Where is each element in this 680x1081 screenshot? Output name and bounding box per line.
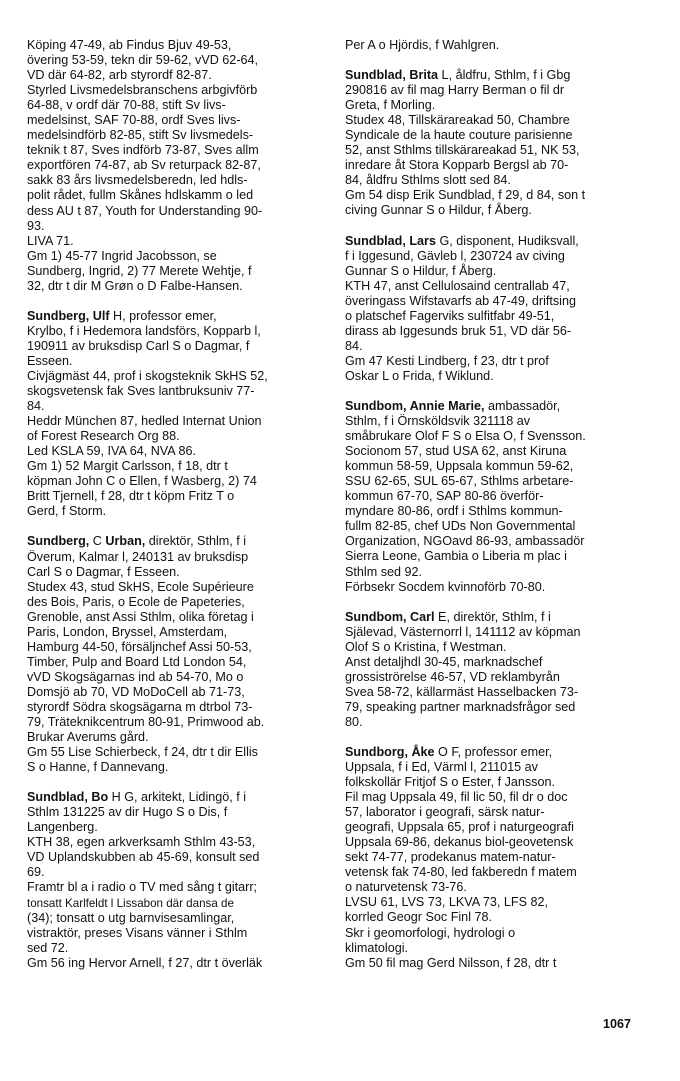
entry-line <box>27 234 319 249</box>
entry-line <box>27 565 319 580</box>
entry-line <box>345 820 645 835</box>
entry-line <box>27 610 319 625</box>
entry-line <box>345 444 645 459</box>
entry-text: civing Gunnar S o Hildur, f Åberg. <box>345 203 532 218</box>
entry-text: 57, laborator i geografi, särsk natur- <box>345 805 545 820</box>
entry-line <box>345 354 645 369</box>
entry-line <box>345 324 645 339</box>
entry-text: Gm 1) 52 Margit Carlsson, f 18, dtr t <box>27 459 228 474</box>
entry-text: Anst detaljhdl 30-45, marknadschef <box>345 654 543 669</box>
entry-line <box>345 459 645 474</box>
entry-text: O F, professor emer, <box>434 744 553 759</box>
entry-text: Hamburg 44-50, försäljnchef Assi 50-53, <box>27 639 252 654</box>
entry-text: VD Uplandskubben ab 45-69, konsult sed <box>27 850 260 865</box>
entry-text: geografi, Uppsala 65, prof i naturgeografi <box>345 820 574 835</box>
entry-text: Uppsala 69-86, dekanus biol-geovetensk <box>345 835 574 850</box>
entry-text: myndare 80-86, ordf i Sthlms kommun- <box>345 504 563 519</box>
entry-line <box>27 324 319 339</box>
entry-text: klimatologi. <box>345 940 408 955</box>
entry-text: dirass ab Iggesunds bruk 51, VD där 56- <box>345 323 572 338</box>
entry-text: 84, åldfru Sthlms slott sed 84. <box>345 173 511 188</box>
entry-line <box>345 264 645 279</box>
entry-text: Socionom 57, stud USA 62, anst Kiruna <box>345 444 567 459</box>
entry-line <box>345 850 645 865</box>
entry-line <box>27 655 319 670</box>
entry-line <box>27 384 319 399</box>
entry-text: 80. <box>345 714 363 729</box>
entry-text: Olof S o Kristina, f Westman. <box>345 639 507 654</box>
entry-text: 79, speaking partner marknadsfrågor sed <box>345 699 576 714</box>
entry-line <box>345 565 645 580</box>
entry-text: Gunnar S o Hildur, f Åberg. <box>345 263 497 278</box>
entry-text: medelsinst, SAF 70-88, ordf Sves livs- <box>27 113 241 128</box>
entry-line <box>345 519 645 534</box>
entry-line <box>345 489 645 504</box>
entry-line <box>27 68 319 83</box>
entry-text: Framtr bl a i radio o TV med sång t gitarr; <box>27 880 258 895</box>
entry-text: teknik t 87, Sves indförb 73-87, Sves allm <box>27 143 259 158</box>
entry-text: Timber, Pulp and Board Ltd London 54, <box>27 654 247 669</box>
entry-line <box>27 730 319 745</box>
entry-line <box>27 249 319 264</box>
entry-text: f i Iggesund, Gävleb l, 230724 av civing <box>345 248 565 263</box>
biography-entry <box>27 38 319 294</box>
entry-line <box>27 956 319 971</box>
entry-line <box>27 790 319 805</box>
entry-text: 84. <box>27 399 45 414</box>
entry-text: of Forest Research Org 88. <box>27 429 180 444</box>
entry-line <box>27 339 319 354</box>
entry-line <box>345 504 645 519</box>
entry-text: 64-88, v ordf där 70-88, stift Sv livs- <box>27 98 226 113</box>
entry-text: skogsvetensk fak Sves lantbruksuniv 77- <box>27 384 255 399</box>
entry-line <box>27 143 319 158</box>
entry-text: direktör, Sthlm, f i <box>145 534 247 549</box>
entry-headword: Sundblad, Brita <box>345 68 439 83</box>
entry-line <box>345 173 645 188</box>
entry-text: ambassadör, <box>484 398 561 413</box>
entry-line <box>345 309 645 324</box>
entry-text: polit rådet, fullm Skånes hdlskamm o led <box>27 188 254 203</box>
entry-line <box>27 399 319 414</box>
entry-line <box>27 83 319 98</box>
entry-text: Heddr München 87, hedled Internat Union <box>27 414 262 429</box>
entry-line <box>27 850 319 865</box>
entry-text: 69. <box>27 865 45 880</box>
entry-line <box>345 158 645 173</box>
entry-line <box>27 474 319 489</box>
entry-text: småbrukare Olof F S o Elsa O, f Svensson. <box>345 429 586 444</box>
entry-text: inredare åt Stora Kopparb Bergsl ab 70- <box>345 158 569 173</box>
entry-text: Civjägmäst 44, prof i skogsteknik SkHS 52, <box>27 368 268 383</box>
entry-headword: Sundblad, Lars <box>345 233 436 248</box>
entry-text: Krylbo, f i Hedemora landsförs, Kopparb l, <box>27 323 261 338</box>
entry-line <box>27 309 319 324</box>
entry-line <box>27 504 319 519</box>
entry-line <box>345 203 645 218</box>
entry-text: 84. <box>345 338 363 353</box>
entry-line <box>27 670 319 685</box>
entry-line <box>27 805 319 820</box>
entry-line <box>345 339 645 354</box>
entry-text: Gm 56 ing Hervor Arnell, f 27, dtr t överläk <box>27 955 263 970</box>
entry-headword: Sundbom, Annie Marie, <box>345 398 485 413</box>
entry-line <box>345 670 645 685</box>
entry-text: o platschef Fagerviks sulfitfabr 49-51, <box>345 308 555 323</box>
entry-line <box>27 745 319 760</box>
entry-line <box>27 128 319 143</box>
entry-text: Domsjö ab 70, VD MoDoCell ab 71-73, <box>27 684 245 699</box>
entry-line <box>345 188 645 203</box>
entry-text: Britt Tjernell, f 28, dtr t köpm Fritz T o <box>27 489 235 504</box>
entry-line <box>345 68 645 83</box>
entry-text: H G, arkitekt, Lidingö, f i <box>108 790 247 805</box>
entry-text: dess AU t 87, Youth for Understanding 90- <box>27 203 263 218</box>
entry-line <box>345 610 645 625</box>
entry-headword: Sundbom, Carl <box>345 609 435 624</box>
entry-text: medelsindförb 82-85, stift Sv livsmedels- <box>27 128 254 143</box>
biography-entry <box>345 399 645 595</box>
entry-text: KTH 38, egen arkverksamh Sthlm 43-53, <box>27 835 256 850</box>
entry-line <box>27 459 319 474</box>
entry-line <box>345 249 645 264</box>
entry-line <box>345 38 645 53</box>
page-number: 1067 <box>603 1017 632 1031</box>
entry-text: vVD Skogsägarnas ind ab 54-70, Mo o <box>27 669 244 684</box>
entry-text: L, åldfru, Sthlm, f i Gbg <box>438 68 571 83</box>
entry-line <box>27 595 319 610</box>
entry-text: Grenoble, anst Assi Sthlm, olika företag i <box>27 609 254 624</box>
entry-line <box>345 143 645 158</box>
entry-line <box>345 745 645 760</box>
entry-text: Uppsala, f i Ed, Värml l, 211015 av <box>345 760 538 775</box>
entry-text: Skr i geomorfologi, hydrologi o <box>345 925 516 940</box>
right-column <box>345 38 645 986</box>
entry-line <box>345 369 645 384</box>
entry-text: exportfören 74-87, ab Sv returpack 82-87, <box>27 158 261 173</box>
entry-line <box>345 865 645 880</box>
entry-text: (34); tonsatt o utg barnvisesamlingar, <box>27 910 235 925</box>
entry-line <box>27 414 319 429</box>
entry-text: Sundberg, Ingrid, 2) 77 Merete Wehtje, f <box>27 263 252 278</box>
entry-text: korrled Geogr Soc Finl 78. <box>345 910 492 925</box>
entry-text: Organization, NGOavd 86-93, ambassadör <box>345 534 585 549</box>
entry-line <box>27 700 319 715</box>
entry-line <box>345 926 645 941</box>
entry-headword: Sundberg, Ulf <box>27 308 110 323</box>
entry-text: Sierra Leone, Gambia o Liberia m plac i <box>345 549 567 564</box>
entry-line <box>27 369 319 384</box>
entry-line <box>27 926 319 941</box>
entry-text: 290816 av fil mag Harry Berman o fil dr <box>345 83 565 98</box>
entry-line <box>345 835 645 850</box>
entry-line <box>345 234 645 249</box>
entry-text: kommun 67-70, SAP 80-86 överför- <box>345 489 544 504</box>
entry-line <box>27 820 319 835</box>
entry-line <box>27 640 319 655</box>
entry-text: Sthlm sed 92. <box>345 564 423 579</box>
entry-text: E, direktör, Sthlm, f i <box>434 609 551 624</box>
entry-line <box>27 550 319 565</box>
entry-text: Greta, f Morling. <box>345 98 436 113</box>
biography-entry <box>345 38 645 53</box>
entry-line <box>27 158 319 173</box>
biography-entry <box>27 790 319 971</box>
entry-line <box>27 188 319 203</box>
entry-line <box>345 113 645 128</box>
entry-text: LVSU 61, LVS 73, LKVA 73, LFS 82, <box>345 895 549 910</box>
entry-text: Langenberg. <box>27 820 98 835</box>
entry-text: grossiströrelse 46-57, VD reklambyrån <box>345 669 560 684</box>
entry-text: H, professor emer, <box>109 308 217 323</box>
entry-headword: Urban, <box>105 534 146 549</box>
entry-line <box>27 625 319 640</box>
entry-line <box>345 429 645 444</box>
entry-line <box>27 580 319 595</box>
entry-line <box>27 264 319 279</box>
entry-line <box>345 790 645 805</box>
entry-line <box>345 655 645 670</box>
entry-line <box>27 896 319 911</box>
entry-line <box>27 760 319 775</box>
entry-line <box>345 625 645 640</box>
entry-line <box>345 700 645 715</box>
entry-text: S o Hanne, f Dannevang. <box>27 760 169 775</box>
entry-text: Studex 43, stud SkHS, Ecole Supérieure <box>27 579 254 594</box>
entry-line <box>27 279 319 294</box>
entry-text: övering 53-59, tekn dir 59-62, vVD 62-64, <box>27 53 259 68</box>
entry-text: 190911 av bruksdisp Carl S o Dagmar, f <box>27 338 250 353</box>
entry-text: C <box>89 534 106 549</box>
entry-text: kommun 58-59, Uppsala kommun 59-62, <box>345 459 574 474</box>
entry-line <box>27 173 319 188</box>
entry-text: Själevad, Västernorrl l, 141112 av köpman <box>345 624 581 639</box>
entry-line <box>345 910 645 925</box>
entry-text: 52, anst Sthlms tillskärareakad 51, NK 53, <box>345 143 580 158</box>
entry-text: Sthlm, f i Örnsköldsvik 321118 av <box>345 414 531 429</box>
entry-line <box>27 113 319 128</box>
entry-line <box>27 98 319 113</box>
entry-text: o naturvetensk 73-76. <box>345 880 467 895</box>
entry-line <box>345 474 645 489</box>
entry-text: Led KSLA 59, IVA 64, NVA 86. <box>27 444 196 459</box>
entry-line <box>27 685 319 700</box>
entry-text: Gm 50 fil mag Gerd Nilsson, f 28, dtr t <box>345 955 557 970</box>
entry-text: SSU 62-65, SUL 65-67, Sthlms arbetare- <box>345 474 574 489</box>
entry-line <box>345 805 645 820</box>
entry-text: folkskollär Fritjof S o Ester, f Jansson. <box>345 775 555 790</box>
entry-text: sakk 83 års livsmedelsberedn, led hdls- <box>27 173 248 188</box>
entry-line <box>27 219 319 234</box>
entry-line <box>345 956 645 971</box>
entry-line <box>345 414 645 429</box>
entry-text: Gerd, f Storm. <box>27 504 107 519</box>
entry-text: Fil mag Uppsala 49, fil lic 50, fil dr o doc <box>345 790 568 805</box>
entry-line <box>345 534 645 549</box>
entry-line <box>27 38 319 53</box>
entry-text: Gm 1) 45-77 Ingrid Jacobsson, se <box>27 248 217 263</box>
entry-line <box>345 715 645 730</box>
entry-text: Brukar Averums gård. <box>27 730 149 745</box>
entry-text: LIVA 71. <box>27 233 74 248</box>
entry-text: Sthlm 131225 av dir Hugo S o Dis, f <box>27 805 228 820</box>
biography-entry <box>345 745 645 971</box>
entry-line <box>27 911 319 926</box>
entry-line <box>345 685 645 700</box>
entry-line <box>345 279 645 294</box>
entry-text: Paris, London, Bryssel, Amsterdam, <box>27 624 228 639</box>
entry-text: 32, dtr t dir M Grøn o D Falbe-Hansen. <box>27 278 243 293</box>
entry-line <box>27 865 319 880</box>
entry-line <box>345 549 645 564</box>
entry-headword: Sundberg, <box>27 534 90 549</box>
biography-entry <box>345 68 645 218</box>
entry-text: styrordf Södra skogsägarna m dtrbol 73- <box>27 699 253 714</box>
entry-text: Gm 54 disp Erik Sundblad, f 29, d 84, son t <box>345 188 586 203</box>
entry-text: 93. <box>27 218 45 233</box>
biography-entry <box>345 234 645 384</box>
entry-line <box>27 354 319 369</box>
entry-line <box>345 895 645 910</box>
entry-headword: Sundborg, Åke <box>345 744 435 759</box>
entry-text: sekt 74-77, prodekanus matem-natur- <box>345 850 556 865</box>
entry-line <box>27 715 319 730</box>
entry-text: Studex 48, Tillskärareakad 50, Chambre <box>345 113 570 128</box>
entry-line <box>345 580 645 595</box>
entry-text: Gm 47 Kesti Lindberg, f 23, dtr t prof <box>345 353 549 368</box>
entry-line <box>27 489 319 504</box>
entry-text: Syndicale de la haute couture parisienne <box>345 128 573 143</box>
entry-line <box>345 83 645 98</box>
entry-text: vistraktör, preses Visans vänner i Sthlm <box>27 925 248 940</box>
entry-line <box>345 128 645 143</box>
entry-line <box>27 429 319 444</box>
biography-entry <box>345 610 645 730</box>
entry-text: des Bois, Paris, o Ecole de Papeteries, <box>27 594 245 609</box>
entry-text: KTH 47, anst Cellulosaind centrallab 47, <box>345 278 570 293</box>
entry-text: vetensk fak 74-80, led fakberedn f matem <box>345 865 577 880</box>
entry-line <box>345 880 645 895</box>
entry-line <box>27 444 319 459</box>
entry-line <box>345 98 645 113</box>
entry-text: G, disponent, Hudiksvall, <box>435 233 579 248</box>
entry-text: överingass Wifstavarfs ab 47-49, driftsing <box>345 293 576 308</box>
entry-line <box>345 941 645 956</box>
entry-line <box>345 760 645 775</box>
left-column <box>27 38 319 986</box>
entry-line <box>27 835 319 850</box>
entry-text: Överum, Kalmar l, 240131 av bruksdisp <box>27 549 249 564</box>
entry-line <box>27 204 319 219</box>
entry-line <box>345 775 645 790</box>
entry-text: Förbsekr Socdem kvinnoförb 70-80. <box>345 579 546 594</box>
entry-text: köpman John C o Ellen, f Wasberg, 2) 74 <box>27 474 257 489</box>
entry-text: Per A o Hjördis, f Wahlgren. <box>345 38 500 52</box>
entry-text: fullm 82-85, chef UDs Non Governmental <box>345 519 576 534</box>
entry-text: Oskar L o Frida, f Wiklund. <box>345 368 494 383</box>
entry-text: Carl S o Dagmar, f Esseen. <box>27 564 180 579</box>
entry-text: sed 72. <box>27 940 69 955</box>
entry-text: Esseen. <box>27 353 73 368</box>
entry-line <box>345 399 645 414</box>
entry-text: 79, Träteknikcentrum 80-91, Primwood ab. <box>27 715 265 730</box>
entry-headword: Sundblad, Bo <box>27 790 109 805</box>
entry-text: tonsatt Karlfeldt l Lissabon där dansa de <box>27 896 234 910</box>
entry-text: Köping 47-49, ab Findus Bjuv 49-53, <box>27 38 232 52</box>
entry-line <box>27 534 319 549</box>
entry-text: Gm 55 Lise Schierbeck, f 24, dtr t dir Ellis <box>27 745 258 760</box>
biography-entry <box>27 534 319 775</box>
entry-line <box>345 294 645 309</box>
entry-text: Styrled Livsmedelsbranschens arbgivförb <box>27 83 258 98</box>
biography-entry <box>27 309 319 520</box>
entry-text: VD där 64-82, arb styrordf 82-87. <box>27 68 212 83</box>
entry-line <box>27 941 319 956</box>
entry-text: Svea 58-72, källarmäst Hasselbacken 73- <box>345 684 579 699</box>
entry-line <box>27 53 319 68</box>
entry-line <box>27 880 319 895</box>
entry-line <box>345 640 645 655</box>
